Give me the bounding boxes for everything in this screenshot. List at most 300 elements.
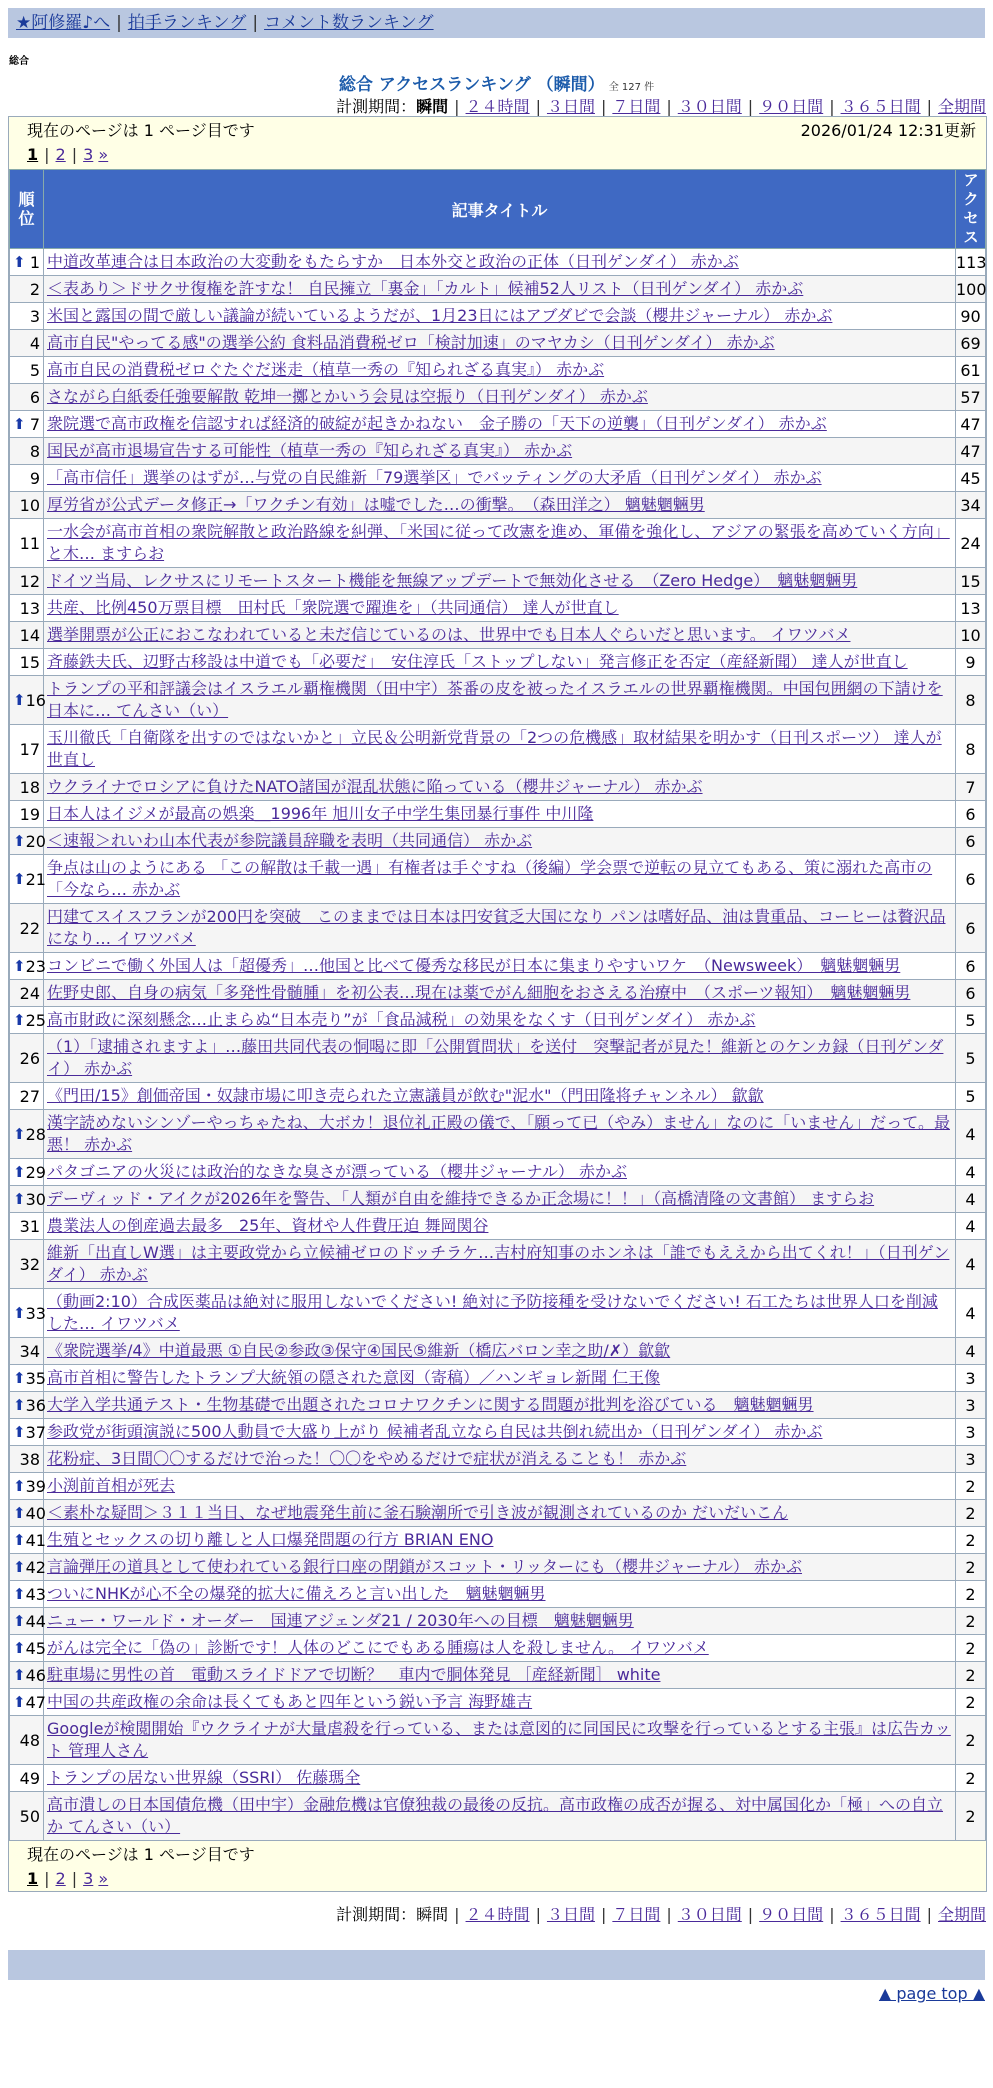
- period-selector-bottom: 計測期間：瞬間 | ２４時間 | ３日間 | ７日間 | ３０日間 | ９０日間 | ３６５日間 | 全期間: [336, 1905, 986, 1924]
- title-cell: [44, 622, 956, 649]
- access-count: 47: [956, 438, 986, 465]
- rank-number: 17: [19, 739, 40, 759]
- table-row: [10, 1213, 986, 1240]
- table-row: [10, 384, 986, 411]
- rank-cell: [10, 1527, 44, 1554]
- article-link[interactable]: 衆院選で高市政権を信認すれば経済的破綻が起きかねない 金子勝の「天下の逆襲」（日刊ゲンダイ） 赤かぶ: [47, 414, 827, 433]
- article-link[interactable]: 生殖とセックスの切り離しと人口爆発問題の行方 BRIAN ENO: [47, 1530, 494, 1549]
- title-cell: [44, 1635, 956, 1662]
- rank-cell: [10, 980, 44, 1007]
- top-period-link[interactable]: ２４時間: [465, 97, 530, 116]
- rank-cell: [10, 649, 44, 676]
- access-count: 4: [956, 1110, 986, 1159]
- title-cell: [44, 725, 956, 774]
- page-title: 総合 アクセスランキング （瞬間） 全 127 件: [338, 75, 655, 95]
- title-cell: [44, 904, 956, 953]
- rank-number: 34: [19, 1341, 40, 1361]
- title-cell: [44, 276, 956, 303]
- rank-cell: [10, 1792, 44, 1841]
- access-count: 3: [956, 1365, 986, 1392]
- article-link[interactable]: 玉川徹氏「自衛隊を出すのではないかと」立民＆公明新党背景の「2つの危機感」取材結果を明かす（日刊スポーツ） 達人が世直し: [47, 728, 942, 769]
- article-link[interactable]: 高市財政に深刻懸念…止まらぬ“日本売り”が「食品減税」の効果をなくす（日刊ゲンダイ） 赤かぶ: [47, 1010, 756, 1029]
- pager-bottom: [9, 1841, 986, 1891]
- title-cell: [44, 1765, 956, 1792]
- up-arrow-icon: ⬆: [13, 1557, 26, 1576]
- rank-number: 44: [25, 1611, 46, 1631]
- rank-cell: [10, 1186, 44, 1213]
- access-count: 4: [956, 1240, 986, 1289]
- table-row: [10, 1159, 986, 1186]
- page-link[interactable]: 3: [83, 145, 94, 164]
- rank-number: 43: [25, 1584, 46, 1604]
- access-count: 10: [956, 622, 986, 649]
- period-label: 計測期間：: [336, 1905, 417, 1924]
- page-link[interactable]: 2: [55, 1869, 66, 1888]
- title-cell: [44, 649, 956, 676]
- bottom-period-link[interactable]: ３日間: [546, 1905, 595, 1924]
- next-page-link[interactable]: »: [98, 145, 109, 164]
- access-count: 2: [956, 1554, 986, 1581]
- article-link[interactable]: 高市潰しの日本国債危機（田中宇）金融危機は官僚独裁の最後の反抗。高市政権の成否が握る、対中属国化か「極」への自立か てんさい（い）: [47, 1795, 944, 1836]
- table-row: [10, 828, 986, 855]
- rank-cell: [10, 904, 44, 953]
- access-count: 34: [956, 492, 986, 519]
- rank-cell: [10, 1608, 44, 1635]
- rank-cell: [10, 1635, 44, 1662]
- rank-cell: [10, 411, 44, 438]
- title-cell: [44, 1392, 956, 1419]
- up-arrow-icon: ⬆: [13, 1611, 26, 1630]
- table-row: [10, 953, 986, 980]
- table-row: [10, 1392, 986, 1419]
- up-arrow-icon: ⬆: [13, 831, 26, 850]
- rank-number: 6: [29, 387, 40, 407]
- up-arrow-icon: ⬆: [13, 869, 26, 888]
- total-count: 全 127 件: [608, 82, 655, 93]
- rank-cell: [10, 357, 44, 384]
- title-cell: [44, 330, 956, 357]
- category-label: 総合: [9, 56, 29, 67]
- article-link[interactable]: 言論弾圧の道具として使われている銀行口座の閉鎖がスコット・リッターにも（櫻井ジャーナル） 赤かぶ: [47, 1557, 803, 1576]
- table-row: [10, 1110, 986, 1159]
- bottom-period-current: 瞬間: [416, 1905, 449, 1924]
- article-link[interactable]: ニュー・ワールド・オーダー 国連アジェンダ21 / 2030年への目標 魑魅魍魎男: [47, 1611, 634, 1630]
- rank-number: 10: [19, 495, 40, 515]
- access-count: 2: [956, 1473, 986, 1500]
- article-link[interactable]: （1）「逮捕されますよ」…藤田共同代表の恫喝に即「公開質問状」を送付 突撃記者が見た！維新とのケンカ録（日刊ゲンダイ） 赤かぶ: [47, 1037, 944, 1078]
- access-count: 6: [956, 855, 986, 904]
- next-page-link[interactable]: »: [98, 1869, 109, 1888]
- access-count: 2: [956, 1765, 986, 1792]
- up-arrow-icon: ⬆: [13, 414, 26, 433]
- rank-cell: [10, 595, 44, 622]
- access-count: 7: [956, 774, 986, 801]
- access-count: 4: [956, 1186, 986, 1213]
- up-arrow-icon: ⬆: [13, 956, 26, 975]
- table-row: [10, 465, 986, 492]
- title-cell: [44, 1446, 956, 1473]
- article-link[interactable]: トランプの居ない世界線（SSRI） 佐藤瑪全: [47, 1768, 361, 1787]
- article-link[interactable]: 米国と露国の間で厳しい議論が続いているようだが、1月23日にはアブダビで会談（櫻井ジャーナル） 赤かぶ: [47, 306, 833, 325]
- page-status-bottom: 現在のページは 1 ページ目です: [27, 1845, 255, 1864]
- table-row: [10, 1419, 986, 1446]
- access-count: 100: [956, 276, 986, 303]
- rank-number: 15: [19, 652, 40, 672]
- rank-cell: [10, 384, 44, 411]
- access-count: 45: [956, 465, 986, 492]
- article-link[interactable]: 一水会が高市首相の衆院解散と政治路線を糾弾、「米国に従って改憲を進め、軍備を強化し、アジアの緊張を高めていく方向」と木… ますらお: [47, 522, 950, 563]
- access-count: 6: [956, 828, 986, 855]
- period-selector-top: 計測期間：瞬間 | ２４時間 | ３日間 | ７日間 | ３０日間 | ９０日間 | ３６５日間 | 全期間: [336, 97, 986, 116]
- article-link[interactable]: 選挙開票が公正におこなわれていると未だ信じているのは、世界中でも日本人ぐらいだと思います。 イワツバメ: [47, 625, 851, 644]
- rank-number: 35: [25, 1368, 46, 1388]
- title-cell: [44, 1500, 956, 1527]
- table-row: [10, 1083, 986, 1110]
- rank-cell: [10, 1419, 44, 1446]
- article-link[interactable]: 中国の共産政権の余命は長くてもあと四年という鋭い予言 海野雄吉: [47, 1692, 533, 1711]
- article-link[interactable]: ＜表あり＞ドサクサ復権を許すな！ 自民擁立「裏金」「カルト」候補52人リスト（日刊ゲンダイ） 赤かぶ: [47, 279, 804, 298]
- access-count: 8: [956, 725, 986, 774]
- table-row: [10, 1473, 986, 1500]
- rank-number: 42: [25, 1557, 46, 1577]
- access-count: 4: [956, 1289, 986, 1338]
- access-count: 3: [956, 1446, 986, 1473]
- table-row: [10, 568, 986, 595]
- title-cell: [44, 1213, 956, 1240]
- rank-cell: [10, 1500, 44, 1527]
- table-row: [10, 1689, 986, 1716]
- rank-number: 36: [25, 1395, 46, 1415]
- table-row: [10, 249, 986, 276]
- top-period-link[interactable]: 全期間: [937, 97, 986, 116]
- column-rank: 順位: [10, 170, 44, 249]
- rank-cell: [10, 303, 44, 330]
- access-count: 69: [956, 330, 986, 357]
- title-cell: [44, 1473, 956, 1500]
- rank-number: 25: [25, 1010, 46, 1030]
- access-count: 2: [956, 1500, 986, 1527]
- up-arrow-icon: ⬆: [13, 1395, 26, 1414]
- rank-cell: [10, 1473, 44, 1500]
- article-link[interactable]: ドイツ当局、レクサスにリモートスタート機能を無線アップデートで無効化させる （Zero Hedge） 魑魅魍魎男: [47, 571, 858, 590]
- article-link[interactable]: ウクライナでロシアに負けたNATO諸国が混乱状態に陥っている（櫻井ジャーナル） 赤かぶ: [47, 777, 703, 796]
- rank-cell: [10, 568, 44, 595]
- page-status: 現在のページは 1 ページ目です: [27, 121, 255, 140]
- up-arrow-icon: ⬆: [13, 1368, 26, 1387]
- table-row: [10, 725, 986, 774]
- rank-number: 41: [25, 1530, 46, 1550]
- rank-cell: [10, 676, 44, 725]
- rank-number: 12: [19, 571, 40, 591]
- title-cell: [44, 1159, 956, 1186]
- rank-cell: [10, 1110, 44, 1159]
- table-row: [10, 357, 986, 384]
- table-row: [10, 1581, 986, 1608]
- access-count: 4: [956, 1213, 986, 1240]
- rank-cell: [10, 1689, 44, 1716]
- table-row: [10, 774, 986, 801]
- table-row: [10, 1608, 986, 1635]
- article-link[interactable]: デーヴィッド・アイクが2026年を警告、「人類が自由を維持できるか正念場に！！」（高橋清隆の文書館） ますらお: [47, 1189, 875, 1208]
- rank-cell: [10, 1765, 44, 1792]
- rank-number: 14: [19, 625, 40, 645]
- title-cell: [44, 855, 956, 904]
- access-count: 2: [956, 1581, 986, 1608]
- title-cell: [44, 1608, 956, 1635]
- rank-cell: [10, 1289, 44, 1338]
- table-row: [10, 1186, 986, 1213]
- rank-number: 22: [19, 918, 40, 938]
- article-link[interactable]: 円建てスイスフランが200円を突破 このままでは日本は円安貧乏大国になり パンは嗜好品、油は貴重品、コーヒーは贅沢品になり… イワツバメ: [47, 907, 946, 948]
- rank-cell: [10, 622, 44, 649]
- rank-number: 9: [29, 468, 40, 488]
- rank-number: 46: [25, 1665, 46, 1685]
- rank-cell: [10, 1240, 44, 1289]
- title-cell: [44, 1365, 956, 1392]
- rank-cell: [10, 1338, 44, 1365]
- rank-cell: [10, 774, 44, 801]
- rank-cell: [10, 1716, 44, 1765]
- article-link[interactable]: 日本人はイジメが最高の娯楽＿1996年 旭川女子中学生集団暴行事件 中川隆: [47, 804, 594, 823]
- article-link[interactable]: 維新「出直しW選」は主要政党から立候補ゼロのドッチラケ…吉村府知事のホンネは「誰でもええから出てくれ！」（日刊ゲンダイ） 赤かぶ: [47, 1243, 950, 1284]
- table-row: [10, 276, 986, 303]
- up-arrow-icon: ⬆: [13, 1476, 26, 1495]
- table-row: [10, 1765, 986, 1792]
- rank-cell: [10, 465, 44, 492]
- article-link[interactable]: 高市自民の消費税ゼロぐたぐだ迷走（植草一秀の『知られざる真実』） 赤かぶ: [47, 360, 605, 379]
- title-cell: [44, 980, 956, 1007]
- bottom-period-link[interactable]: 全期間: [937, 1905, 986, 1924]
- up-arrow-icon: ⬆: [13, 1303, 26, 1322]
- rank-cell: [10, 828, 44, 855]
- rank-number: 16: [25, 690, 46, 710]
- rank-number: 27: [19, 1086, 40, 1106]
- rank-number: 24: [19, 983, 40, 1003]
- access-count: 113: [956, 249, 986, 276]
- title-cell: [44, 411, 956, 438]
- article-link[interactable]: 争点は山のようにある 「この解散は千載一遇」有権者は手ぐすね（後編）学会票で逆転の見立てもある、策に溺れた高市の「今なら… 赤かぶ: [47, 858, 933, 899]
- rank-cell: [10, 1083, 44, 1110]
- article-link[interactable]: 佐野史郎、自身の病気「多発性骨髄腫」を初公表…現在は薬でがん細胞をおさえる治療中 （スポーツ報知） 魑魅魍魎男: [47, 983, 911, 1002]
- top-period-link[interactable]: ３日間: [546, 97, 595, 116]
- rank-number: 8: [29, 441, 40, 461]
- page-link[interactable]: 2: [55, 145, 66, 164]
- up-arrow-icon: ⬆: [13, 1638, 26, 1657]
- page-links: 1 | 2 | 3 »: [27, 145, 109, 164]
- article-link[interactable]: （動画2:10）合成医薬品は絶対に服用しないでください! 絶対に予防接種を受けないでください! 石工たちは世界人口を削減した… イワツバメ: [47, 1292, 938, 1333]
- up-arrow-icon: ⬆: [13, 1162, 26, 1181]
- rank-number: 33: [25, 1303, 46, 1323]
- table-row: [10, 1034, 986, 1083]
- rank-cell: [10, 1581, 44, 1608]
- bottom-bar: [8, 1950, 985, 1980]
- rank-number: 39: [25, 1476, 46, 1496]
- table-row: [10, 1554, 986, 1581]
- table-row: [10, 1500, 986, 1527]
- title-cell: [44, 1527, 956, 1554]
- title-cell: [44, 1110, 956, 1159]
- article-link[interactable]: 中道改革連合は日本政治の大変動をもたらすか 日本外交と政治の正体（日刊ゲンダイ） 赤かぶ: [47, 252, 739, 271]
- access-count: 3: [956, 1392, 986, 1419]
- article-link[interactable]: 参政党が街頭演説に500人動員で大盛り上がり 候補者乱立なら自民は共倒れ続出か（日刊ゲンダイ） 赤かぶ: [47, 1422, 823, 1441]
- article-link[interactable]: 漢字読めないシンゾーやっちゃたね、大ボカ！退位礼正殿の儀で、「願って已（やみ）ません」なのに「いません」だって。最悪！ 赤かぶ: [47, 1113, 950, 1154]
- access-count: 24: [956, 519, 986, 568]
- article-link[interactable]: 《門田/15》創価帝国・奴隷市場に叩き売られた立憲議員が飲む"泥水"（門田隆将チャンネル） 歙歙: [47, 1086, 764, 1105]
- article-link[interactable]: ＜速報＞れいわ山本代表が参院議員辞職を表明（共同通信） 赤かぶ: [47, 831, 533, 850]
- up-arrow-icon: ⬆: [13, 1665, 26, 1684]
- page-link[interactable]: 3: [83, 1869, 94, 1888]
- rank-number: 20: [25, 831, 46, 851]
- table-row: [10, 1365, 986, 1392]
- column-title: 記事タイトル: [44, 170, 956, 249]
- table-row: [10, 1716, 986, 1765]
- article-link[interactable]: パタゴニアの火災には政治的なきな臭さが漂っている（櫻井ジャーナル） 赤かぶ: [47, 1162, 627, 1181]
- article-link[interactable]: 高市自民"やってる感"の選挙公約 食料品消費税ゼロ「検討加速」のマヤカシ（日刊ゲンダイ） 赤かぶ: [47, 333, 775, 352]
- top-nav-bar: ★阿修羅♪へ | 拍手ランキング | コメント数ランキング: [8, 8, 985, 38]
- ranking-table: [9, 169, 986, 1841]
- up-arrow-icon: ⬆: [13, 1503, 26, 1522]
- rank-number: 3: [29, 306, 40, 326]
- clap-ranking-link[interactable]: 拍手ランキング: [127, 13, 247, 33]
- article-link[interactable]: 「高市信任」選挙のはずが…与党の自民維新「79選挙区」でバッティングの大矛盾（日刊ゲンダイ） 赤かぶ: [47, 468, 822, 487]
- table-row: [10, 438, 986, 465]
- article-link[interactable]: ＜素朴な疑問＞３１１当日、なぜ地震発生前に釜石験潮所で引き波が観測されているのか だいだいこん: [47, 1503, 789, 1522]
- table-row: [10, 1527, 986, 1554]
- rank-number: 32: [19, 1254, 40, 1274]
- article-link[interactable]: 農業法人の倒産過去最多 25年、資材や人件費圧迫 舞岡関谷: [47, 1216, 489, 1235]
- access-count: 90: [956, 303, 986, 330]
- access-count: 4: [956, 1159, 986, 1186]
- period-label: 計測期間：: [336, 97, 417, 116]
- top-period-link[interactable]: ７日間: [612, 97, 661, 116]
- title-cell: [44, 1007, 956, 1034]
- bottom-period-link[interactable]: ２４時間: [465, 1905, 530, 1924]
- rank-cell: [10, 1007, 44, 1034]
- access-count: 2: [956, 1689, 986, 1716]
- rank-number: 23: [25, 956, 46, 976]
- access-count: 5: [956, 1034, 986, 1083]
- current-page: 1: [27, 1869, 39, 1888]
- rank-cell: [10, 953, 44, 980]
- article-link[interactable]: トランプの平和評議会はイスラエル覇権機関（田中宇）茶番の皮を被ったイスラエルの世界覇権機関。中国包囲網の下請けを日本に… てんさい（い）: [47, 679, 943, 720]
- rank-number: 2: [29, 279, 40, 299]
- rank-cell: [10, 1392, 44, 1419]
- title-cell: [44, 676, 956, 725]
- title-cell: [44, 1289, 956, 1338]
- pager-top: [9, 117, 986, 169]
- rank-cell: [10, 1034, 44, 1083]
- table-row: [10, 649, 986, 676]
- access-count: 13: [956, 595, 986, 622]
- rank-cell: [10, 1159, 44, 1186]
- table-row: [10, 1446, 986, 1473]
- table-row: [10, 1635, 986, 1662]
- title-cell: [44, 384, 956, 411]
- rank-number: 50: [19, 1806, 40, 1826]
- title-cell: [44, 1083, 956, 1110]
- up-arrow-icon: ⬆: [13, 1189, 26, 1208]
- article-link[interactable]: がんは完全に「偽の」診断です！人体のどこにでもある腫瘍は人を殺しません。 イワツバメ: [47, 1638, 709, 1657]
- article-link[interactable]: Googleが検閲開始『ウクライナが大量虐殺を行っている、または意図的に同国民に攻撃を行っているとする主張』は広告カット 管理人さん: [47, 1719, 951, 1760]
- access-count: 3: [956, 1419, 986, 1446]
- rank-number: 26: [19, 1048, 40, 1068]
- table-row: [10, 330, 986, 357]
- article-link[interactable]: コンビニで働く外国人は「超優秀」…他国と比べて優秀な移民が日本に集まりやすいワケ （Newsweek） 魑魅魍魎男: [47, 956, 901, 975]
- bottom-period-link[interactable]: ７日間: [612, 1905, 661, 1924]
- rank-number: 13: [19, 598, 40, 618]
- access-count: 47: [956, 411, 986, 438]
- access-count: 6: [956, 801, 986, 828]
- up-arrow-icon: ⬆: [13, 690, 26, 709]
- up-arrow-icon: ⬆: [13, 1422, 26, 1441]
- rank-cell: [10, 492, 44, 519]
- title-cell: [44, 303, 956, 330]
- article-link[interactable]: 小渕前首相が死去: [47, 1476, 176, 1495]
- title-cell: [44, 595, 956, 622]
- home-link[interactable]: ★阿修羅♪へ: [16, 13, 111, 33]
- title-cell: [44, 568, 956, 595]
- article-link[interactable]: 《衆院選挙/4》中道最悪 ①自民②参政③保守④国民⑤維新（橋広バロン幸之助/✗）歙歙: [47, 1341, 671, 1360]
- rank-cell: [10, 330, 44, 357]
- rank-cell: [10, 276, 44, 303]
- title-cell: [44, 465, 956, 492]
- article-link[interactable]: 厚労省が公式データ修正→「ワクチン有効」は嘘でした…の衝撃。 （森田洋之） 魑魅魍魎男: [47, 495, 705, 514]
- access-count: 2: [956, 1527, 986, 1554]
- access-count: 2: [956, 1792, 986, 1841]
- access-count: 6: [956, 904, 986, 953]
- rank-cell: [10, 1213, 44, 1240]
- table-row: [10, 1662, 986, 1689]
- table-row: [10, 595, 986, 622]
- article-link[interactable]: さながら白紙委任強要解散 乾坤一擲とかいう会見は空振り（日刊ゲンダイ） 赤かぶ: [47, 387, 648, 406]
- rank-number: 28: [25, 1124, 46, 1144]
- title-cell: [44, 357, 956, 384]
- comment-ranking-link[interactable]: コメント数ランキング: [264, 13, 434, 33]
- access-count: 61: [956, 357, 986, 384]
- rank-number: 21: [25, 869, 46, 889]
- title-cell: [44, 1419, 956, 1446]
- up-arrow-icon: ⬆: [13, 1010, 26, 1029]
- rank-cell: [10, 801, 44, 828]
- article-link[interactable]: 花粉症、3日間〇〇するだけで治った！〇〇をやめるだけで症状が消えることも！ 赤かぶ: [47, 1449, 687, 1468]
- article-link[interactable]: 斉藤鉄夫氏、辺野古移設は中道でも「必要だ」 安住淳氏「ストップしない」発言修正を否定（産経新聞） 達人が世直し: [47, 652, 908, 671]
- top-period-link[interactable]: ３０日間: [677, 97, 742, 116]
- table-row: [10, 1289, 986, 1338]
- title-cell: [44, 249, 956, 276]
- bottom-period-link[interactable]: ３０日間: [677, 1905, 742, 1924]
- rank-cell: [10, 438, 44, 465]
- bottom-period-link[interactable]: ９０日間: [759, 1905, 824, 1924]
- article-link[interactable]: 大学入学共通テスト・生物基礎で出題されたコロナワクチンに関する問題が批判を浴びている 魑魅魍魎男: [47, 1395, 814, 1414]
- article-link[interactable]: 高市首相に警告したトランプ大統領の隠された意図（寄稿）／ハンギョレ新聞 仁王像: [47, 1368, 661, 1387]
- article-link[interactable]: 共産、比例450万票目標 田村氏「衆院選で躍進を」（共同通信） 達人が世直し: [47, 598, 619, 617]
- title-cell: [44, 1792, 956, 1841]
- article-link[interactable]: 駐車場に男性の首 電動スライドドアで切断？ 車内で胴体発見 ［産経新聞］ white: [47, 1665, 661, 1684]
- table-row: [10, 980, 986, 1007]
- article-link[interactable]: ついにNHKが心不全の爆発的拡大に備えろと言い出した 魑魅魍魎男: [47, 1584, 546, 1603]
- top-period-link[interactable]: ３６５日間: [840, 97, 921, 116]
- page-top-link[interactable]: ▲ page top ▲: [878, 1984, 985, 2003]
- table-row: [10, 411, 986, 438]
- rank-number: 19: [19, 804, 40, 824]
- article-link[interactable]: 国民が高市退場宣告する可能性（植草一秀の『知られざる真実』） 赤かぶ: [47, 441, 573, 460]
- title-cell: [44, 1662, 956, 1689]
- rank-number: 31: [19, 1216, 40, 1236]
- top-period-link[interactable]: ９０日間: [759, 97, 824, 116]
- table-row: [10, 303, 986, 330]
- bottom-period-link[interactable]: ３６５日間: [840, 1905, 921, 1924]
- table-row: [10, 801, 986, 828]
